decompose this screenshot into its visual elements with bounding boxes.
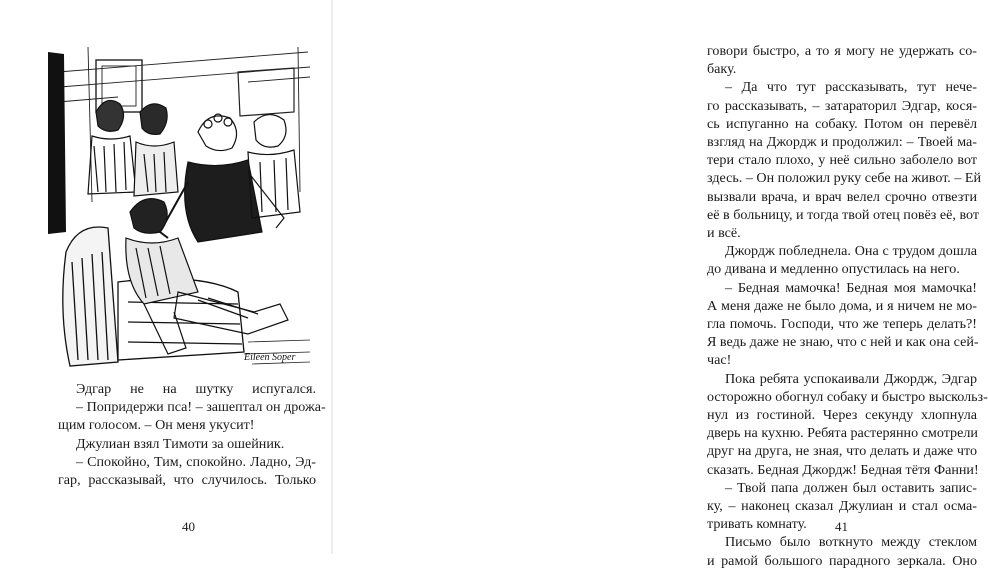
illustration [48,42,318,372]
text-line: осторожно обогнул собаку и быстро выскольз- [707,388,988,405]
text-line: говори быстро, а то я могу не удержать со- [707,43,977,59]
text-line: сь испуганно на собаку. Потом он перевёл [707,115,977,132]
text-line: и рамой большого парадного зеркала. Оно [707,552,977,569]
text-line: здесь. – Он положил руку себе на живот. – Ей [707,170,982,187]
text-line: взгляд на Джордж и продолжил: – Твоей ма- [707,134,977,151]
right-page [333,0,988,569]
text-line: гар, рассказывай, что случилось. Только [58,472,316,489]
text-line: тривать комнату. [707,516,807,533]
text-line: гла помочь. Господи, что же теперь делать?! [707,316,977,333]
text-line: нул из гостиной. Через секунду хлопнула [707,407,977,424]
text-line: – Попридержи пса! – зашептал он дрожа- [76,399,326,416]
page-number-left: 40 [182,519,195,534]
text-line: – Бедная мамочка! Бедная моя мамочка! [725,279,977,296]
text-line: Письмо было воткнуто между стеклом [725,534,977,551]
text-line: Джулиан взял Тимоти за ошейник. [76,435,285,452]
text-line: – Спокойно, Тим, спокойно. Ладно, Эд- [76,453,316,470]
text-line: Джордж побледнела. Она с трудом дошла [725,243,977,260]
text-line: и всё. [707,225,741,242]
text-line: – Да что тут рассказывать, тут нече- [725,79,977,96]
text-line: до дивана и медленно опустилась на него. [707,261,960,278]
text-line: – Твой папа должен был оставить запис- [725,479,977,496]
left-page [0,0,333,554]
text-line: Эдгар не на шутку испугался. [76,381,316,397]
left-page-text [58,380,326,489]
text-line: го рассказывать, – затараторил Эдгар, кося- [707,97,977,114]
text-line: баку. [707,61,737,78]
text-line: час! [707,352,732,369]
text-line: щим голосом. – Он меня укусит! [58,417,255,434]
text-line: тери стало плохо, у неё сильно заболело вот [707,152,977,169]
text-line: А меня даже не было дома, и я ничем не мо- [707,297,977,314]
illustration-signature: Eileen Soper [244,352,296,363]
text-line: ку, – наконец сказал Джулиан и стал осма- [707,498,977,515]
text-line: сказать. Бедная Джордж! Бедная тётя Фанни! [707,461,979,478]
text-line: её в больницу, и тогда твой отец повёз её, вот [707,206,980,223]
text-line: дверь на кухню. Ребята растерянно смотрели [707,425,978,442]
text-line: Пока ребята успокаивали Джордж, Эдгар [725,370,977,387]
right-page-text [707,42,988,570]
page-number-right: 41 [835,519,848,534]
text-line: друг на друга, не зная, что делать и даже что [707,443,977,460]
text-line: Я ведь даже не знаю, что с ней и как она сей- [707,334,979,351]
text-line: вызвали врача, и врач велел срочно отвезти [707,188,977,205]
